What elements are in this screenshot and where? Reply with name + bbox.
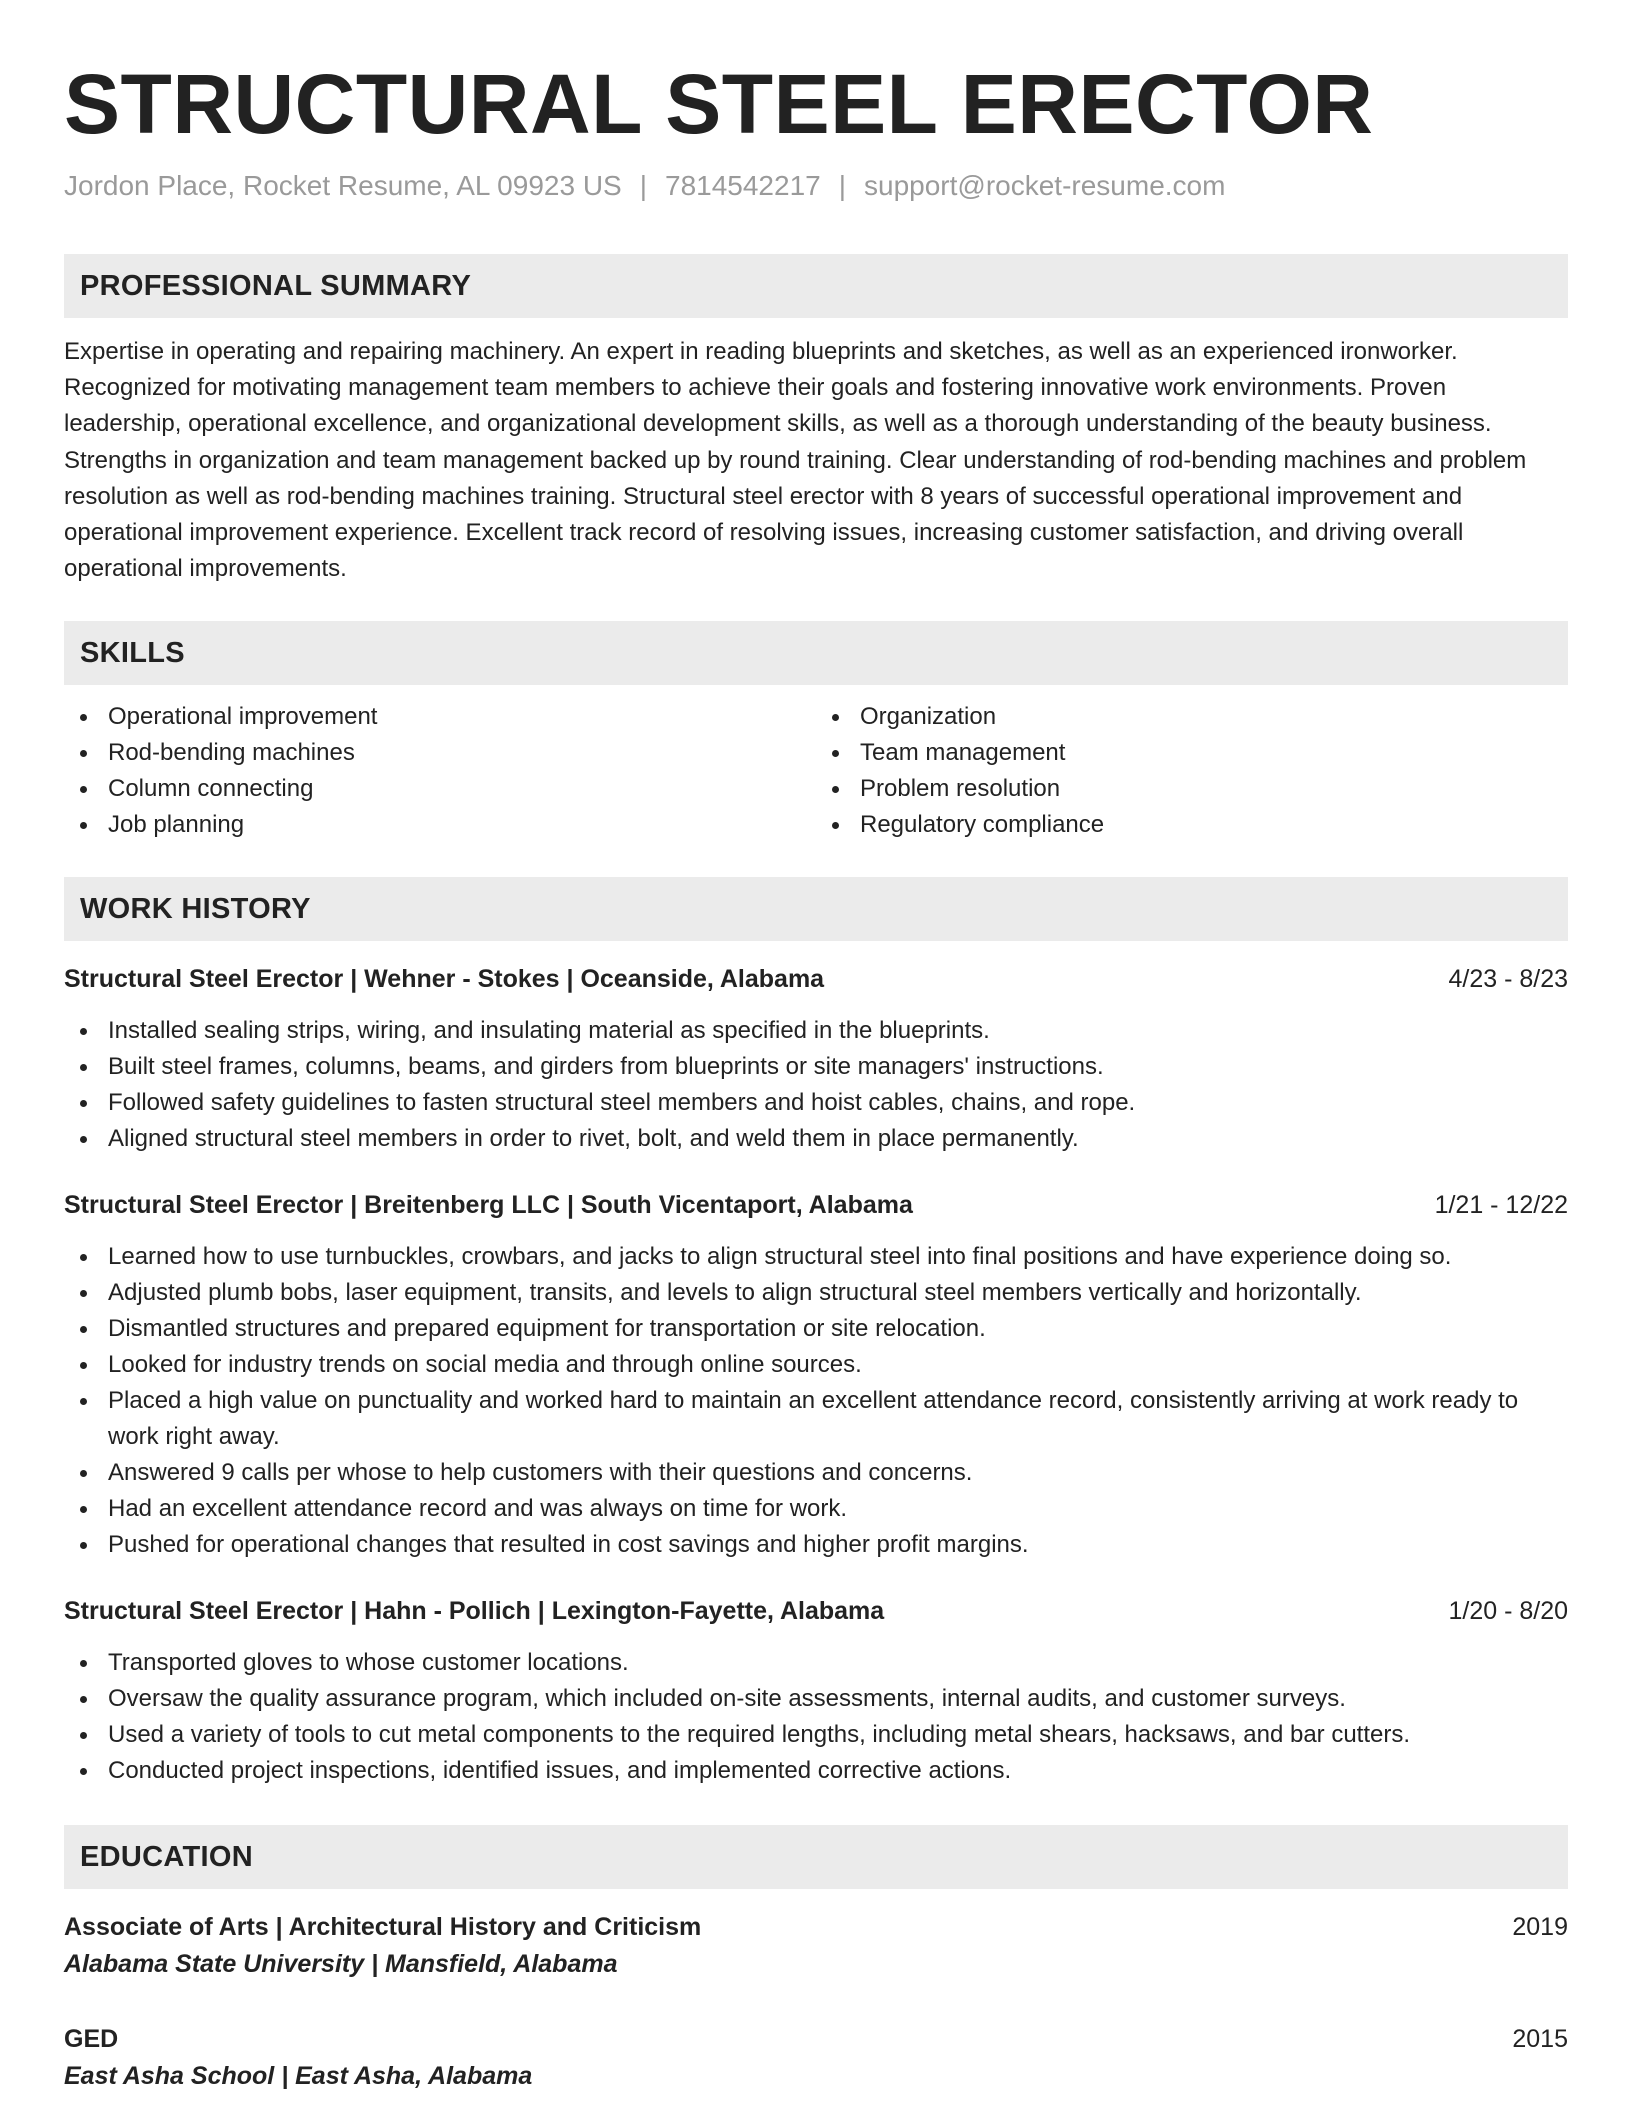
skills-list: [64, 699, 1568, 843]
skills-column-right: [816, 699, 1568, 843]
contact-phone: 7814542217: [665, 170, 821, 201]
job-bullet-text: Pushed for operational changes that resulted in cost savings and higher profit margins.: [108, 1531, 1029, 1559]
job-bullet-text: Placed a high value on punctuality and worked hard to maintain an excellent attendance record, consistently arriving at work ready to work right away.: [108, 1387, 1519, 1451]
job-bullet-text: Transported gloves to whose customer locations.: [108, 1649, 629, 1677]
bullet-icon: [80, 750, 87, 757]
job-entry: [64, 1593, 1568, 1789]
job-title-row: [64, 961, 1568, 997]
bullet-icon: [80, 1136, 87, 1143]
bullet-icon: [80, 1470, 87, 1477]
skill-label: Rod-bending machines: [108, 739, 355, 767]
bullet-icon: [80, 1028, 87, 1035]
job-bullet: [64, 1085, 1568, 1121]
job-bullet-text: Adjusted plumb bobs, laser equipment, transits, and levels to align structural steel members vertically and horizontally.: [108, 1279, 1362, 1307]
skill-label: Organization: [860, 703, 997, 731]
job-bullet: [64, 1049, 1568, 1085]
education-degree: GED: [64, 2025, 119, 2054]
bullet-icon: [80, 1660, 87, 1667]
bullet-icon: [832, 714, 839, 721]
education-degree: Associate of Arts | Architectural History and Criticism: [64, 1913, 702, 1942]
bullet-icon: [832, 786, 839, 793]
contact-line: [64, 168, 1568, 204]
bullet-icon: [80, 714, 87, 721]
skills-section-header: SKILLS: [64, 621, 1568, 685]
skill-label: Job planning: [108, 811, 245, 839]
skill-item: [816, 699, 1568, 735]
job-title-row: [64, 1187, 1568, 1223]
bullet-icon: [80, 1326, 87, 1333]
job-bullet-text: Installed sealing strips, wiring, and insulating material as specified in the blueprints.: [108, 1017, 990, 1045]
education-section-header: EDUCATION: [64, 1825, 1568, 1889]
job-bullet: [64, 1717, 1568, 1753]
job-bullet-text: Oversaw the quality assurance program, which included on-site assessments, internal audits, and customer surveys.: [108, 1685, 1346, 1713]
job-bullet: [64, 1013, 1568, 1049]
job-bullets: [64, 1239, 1568, 1563]
job-bullet: [64, 1383, 1568, 1455]
job-dates: 1/21 - 12/22: [1434, 1191, 1568, 1220]
skill-item: [816, 771, 1568, 807]
job-bullet: [64, 1311, 1568, 1347]
skill-item: [64, 735, 816, 771]
job-bullets: [64, 1645, 1568, 1789]
contact-address: Jordon Place, Rocket Resume, AL 09923 US: [64, 170, 622, 201]
job-bullet: [64, 1455, 1568, 1491]
job-entry: [64, 1187, 1568, 1563]
contact-email: support@rocket-resume.com: [864, 170, 1226, 201]
bullet-icon: [80, 786, 87, 793]
bullet-icon: [80, 1362, 87, 1369]
job-bullet-text: Aligned structural steel members in order to rivet, bolt, and weld them in place permanently.: [108, 1125, 1079, 1153]
job-entry: [64, 961, 1568, 1157]
job-bullet: [64, 1681, 1568, 1717]
skill-item: [64, 771, 816, 807]
skill-item: [816, 735, 1568, 771]
job-dates: 4/23 - 8/23: [1448, 965, 1568, 994]
job-bullet-text: Looked for industry trends on social media and through online sources.: [108, 1351, 862, 1379]
job-bullet-text: Answered 9 calls per whose to help customers with their questions and concerns.: [108, 1459, 973, 1487]
contact-separator: |: [838, 170, 847, 201]
job-bullet: [64, 1645, 1568, 1681]
job-bullet: [64, 1347, 1568, 1383]
bullet-icon: [80, 1290, 87, 1297]
job-bullet: [64, 1527, 1568, 1563]
job-heading: Structural Steel Erector | Wehner - Stokes | Oceanside, Alabama: [64, 965, 825, 994]
job-title-row: [64, 1593, 1568, 1629]
bullet-icon: [80, 1768, 87, 1775]
bullet-icon: [80, 1732, 87, 1739]
bullet-icon: [80, 1506, 87, 1513]
bullet-icon: [80, 1398, 87, 1405]
bullet-icon: [80, 1100, 87, 1107]
job-heading: Structural Steel Erector | Breitenberg LLC | South Vicentaport, Alabama: [64, 1191, 913, 1220]
skill-label: Operational improvement: [108, 703, 378, 731]
job-bullet: [64, 1239, 1568, 1275]
skill-label: Column connecting: [108, 775, 314, 803]
bullet-icon: [80, 1542, 87, 1549]
work-history-section-header: WORK HISTORY: [64, 877, 1568, 941]
job-bullet-text: Dismantled structures and prepared equipment for transportation or site relocation.: [108, 1315, 986, 1343]
skill-label: Problem resolution: [860, 775, 1061, 803]
job-bullet-text: Used a variety of tools to cut metal components to the required lengths, including metal shears, hacksaws, and bar cutters.: [108, 1721, 1411, 1749]
job-bullet-text: Followed safety guidelines to fasten structural steel members and hoist cables, chains, and rope.: [108, 1089, 1136, 1117]
job-bullet: [64, 1491, 1568, 1527]
skill-item: [64, 807, 816, 843]
education-year: 2019: [1512, 1913, 1568, 1942]
job-bullet: [64, 1753, 1568, 1789]
education-school: Alabama State University | Mansfield, Alabama: [64, 1950, 618, 1979]
job-bullet: [64, 1121, 1568, 1157]
education-row: [64, 2021, 1568, 2057]
bullet-icon: [80, 822, 87, 829]
job-bullet-text: Learned how to use turnbuckles, crowbars, and jacks to align structural steel into final positions and have experience doing so.: [108, 1243, 1452, 1271]
education-entry: [64, 2021, 1568, 2095]
contact-separator: |: [639, 170, 647, 201]
job-bullet-text: Conducted project inspections, identified issues, and implemented corrective actions.: [108, 1757, 1012, 1785]
job-bullets: [64, 1013, 1568, 1157]
education-year: 2015: [1512, 2025, 1568, 2054]
bullet-icon: [832, 750, 839, 757]
job-bullet-text: Built steel frames, columns, beams, and girders from blueprints or site managers' instructions.: [108, 1053, 1104, 1081]
candidate-name: STRUCTURAL STEEL ERECTOR: [64, 57, 1374, 151]
skill-item: [816, 807, 1568, 843]
skills-column-left: [64, 699, 816, 843]
education-school: East Asha School | East Asha, Alabama: [64, 2062, 533, 2091]
education-entry: [64, 1909, 1568, 1983]
job-bullet-text: Had an excellent attendance record and was always on time for work.: [108, 1495, 848, 1523]
bullet-icon: [80, 1064, 87, 1071]
job-heading: Structural Steel Erector | Hahn - Pollich | Lexington-Fayette, Alabama: [64, 1597, 885, 1626]
bullet-icon: [80, 1696, 87, 1703]
summary-text: Expertise in operating and repairing machinery. An expert in reading blueprints and sketches, as well as an experienced ironworker. Recognized for motivating management team members to achieve their goals and fostering innovative work environments. Proven leadership, operational excellence, and organizational development skills, as well as a thorough understanding of the beauty business. Strengths in organization and team management backed up by round training. Clear understanding of rod-bending machines and problem resolution as well as rod-bending machines training. Structural steel erector with 8 years of successful operational improvement and operational improvement experience. Excellent track record of resolving issues, increasing customer satisfaction, and driving overall operational improvements.: [64, 338, 1527, 583]
skill-label: Regulatory compliance: [860, 811, 1105, 839]
skill-label: Team management: [860, 739, 1066, 767]
job-dates: 1/20 - 8/20: [1448, 1597, 1568, 1626]
skill-item: [64, 699, 816, 735]
job-bullet: [64, 1275, 1568, 1311]
bullet-icon: [832, 822, 839, 829]
summary-section-header: PROFESSIONAL SUMMARY: [64, 254, 1568, 318]
education-row: [64, 1909, 1568, 1945]
bullet-icon: [80, 1254, 87, 1261]
